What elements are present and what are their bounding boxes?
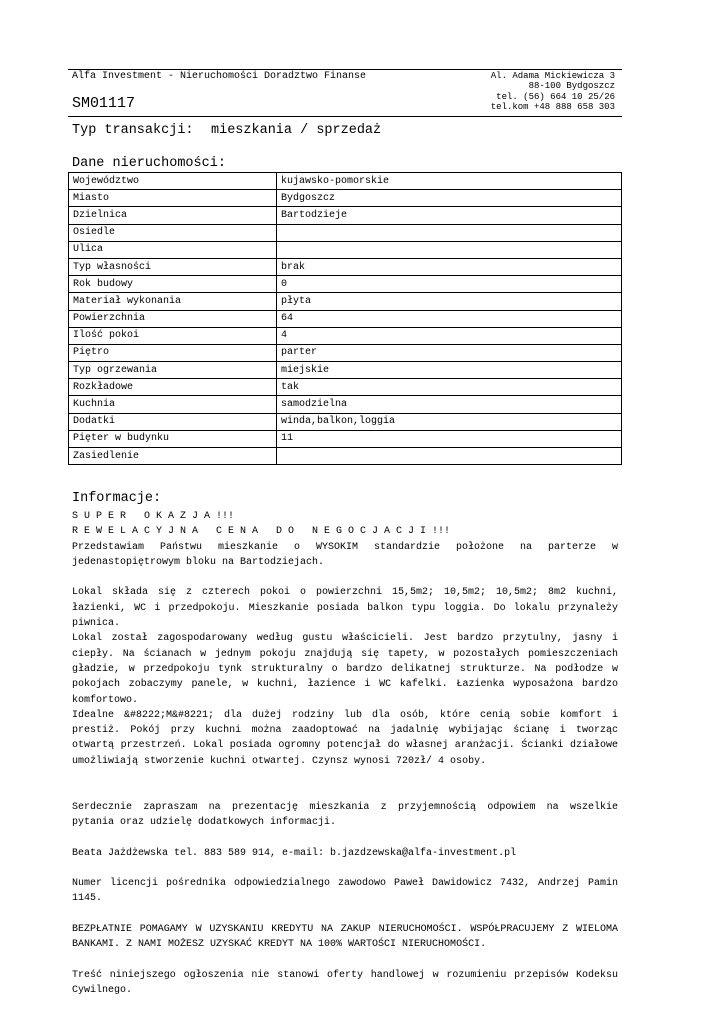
property-value [277,448,622,465]
offer-id: SM01117 [72,95,136,112]
property-key: Pięter w budynku [69,430,277,447]
table-row [69,207,622,224]
property-key: Osiedle [69,224,277,241]
property-key: Typ własności [69,258,277,275]
property-key: Ulica [69,241,277,258]
property-value [277,241,622,258]
company-name: Alfa Investment - Nieruchomości Doradztwo Finanse [72,71,367,82]
transaction-value: mieszkania / sprzedaż [211,123,382,138]
company-address [491,71,615,112]
table-row [69,379,622,396]
address-line: tel. (56) 664 10 25/26 [496,91,615,102]
headline-super-deal: S U P E R O K A Z J A !!! [72,511,235,522]
property-table [68,172,622,465]
property-value: kujawsko-pomorskie [277,173,622,190]
headline-price: R E W E L A C Y J N A C E N A D O N E G O C J A C J I !!! [72,526,451,538]
address-line: Al. Adama Mickiewicza 3 [490,71,615,81]
table-row [69,190,622,207]
property-value: płyta [277,293,622,310]
transaction-label: Typ transakcji: [72,123,194,138]
property-key: Powierzchnia [69,310,277,327]
property-value: 0 [277,276,622,293]
property-value: Bydgoszcz [277,190,622,207]
property-key: Miasto [69,190,277,207]
info-paragraph: Lokal został zagospodarowany według gustu właścicieli. Jest bardzo przytulny, jasny i ciepły. Na ścianach w jednym pokoju znajdują się tapety, w pozostałych pomieszczeniach gładzie, w przedpokoju tynk strukturalny o bardzo delikatnej strukturze. Na podłodze w pokojach zobaczymy panele, w kuchni, łazience i WC kafelki. Łazienka wyposażona bardzo komfortowo. [72,633,618,706]
license-line: Numer licencji pośrednika odpowiedzialnego zawodowo Paweł Dawidowicz 7432, Andrzej Pamin 1145. [72,878,618,905]
info-paragraph: Idealne &#8222;M&#8221; dla dużej rodziny lub dla osób, które cenią sobie komfort i prestiż. Pokój przy kuchni można zaadoptować na jadalnię wybijając ścianę i tworząc otwartą przestrzeń. Lokal posiada ogromny potencjał do własnej aranżacji. Ścianki działowe umożliwiają stworzenie kuchni otwartej. Czynsz wynosi 720zł/ 4 osoby. [72,709,618,767]
info-body [72,509,618,999]
property-key: Piętro [69,344,277,361]
property-key: Województwo [69,173,277,190]
table-row [69,430,622,447]
table-row [69,293,622,310]
legal-notice: Treść niniejszego ogłoszenia nie stanowi oferty handlowej w rozumieniu przepisów Kodeksu Cywilnego. [72,969,618,997]
header-top-rule [68,69,622,70]
property-value: winda,balkon,loggia [277,413,622,430]
table-row [69,310,622,327]
property-key: Rozkładowe [69,379,277,396]
info-paragraph: Przedstawiam Państwu mieszkanie o WYSOKIM standardzie położone na parterze w jedenastopiętrowym bloku na Bartodziejach. [72,541,618,568]
table-row [69,344,622,361]
table-row [69,448,622,465]
table-row [69,258,622,275]
property-value: tak [277,379,622,396]
table-row [69,241,622,258]
property-key: Materiał wykonania [69,293,277,310]
property-value: parter [277,344,622,361]
info-paragraph: Serdecznie zapraszam na prezentację mieszkania z przyjemnością odpowiem na wszelkie pytania oraz udzielę dodatkowych informacji. [72,801,618,828]
property-value: 11 [277,430,622,447]
table-row [69,224,622,241]
property-section-title: Dane nieruchomości: [72,156,226,171]
table-row [69,362,622,379]
property-key: Zasiedlenie [69,448,277,465]
property-value: Bartodzieje [277,207,622,224]
credit-notice: BEZPŁATNIE POMAGAMY W UZYSKANIU KREDYTU NA ZAKUP NIERUCHOMOŚCI. WSPÓŁPRACUJEMY Z WIELOMA BANKAMI. Z NAMI MOŻESZ UZYSKAĆ KREDYT NA 100% WARTOŚCI NIERUCHOMOŚCI. [72,924,618,951]
header-bottom-rule [68,116,622,117]
info-paragraph: Lokal składa się z czterech pokoi o powierzchni 15,5m2; 10,5m2; 10,5m2; 8m2 kuchni, łazienki, WC i przedpokoju. Mieszkanie posiada balkon typu loggia. Do lokalu przynależy piwnica. [72,587,618,630]
info-section-title: Informacje: [72,491,162,506]
table-row [69,173,622,190]
property-value: brak [277,258,622,275]
property-key: Dodatki [69,413,277,430]
table-row [69,276,622,293]
property-key: Kuchnia [69,396,277,413]
table-row [69,413,622,430]
property-key: Rok budowy [69,276,277,293]
property-value: 64 [277,310,622,327]
contact-line: Beata Jażdżewska tel. 883 589 914, e-mail: b.jazdzewska@alfa-investment.pl [72,847,517,859]
address-line: 88-100 Bydgoszcz [528,81,615,92]
property-key: Typ ogrzewania [69,362,277,379]
table-row [69,396,622,413]
property-value: samodzielna [277,396,622,413]
table-row [69,327,622,344]
property-value: miejskie [277,362,622,379]
address-line: tel.kom +48 888 658 303 [490,101,615,112]
property-value: 4 [277,327,622,344]
property-key: Ilość pokoi [69,327,277,344]
property-value [277,224,622,241]
property-key: Dzielnica [69,207,277,224]
transaction-line [72,123,381,138]
